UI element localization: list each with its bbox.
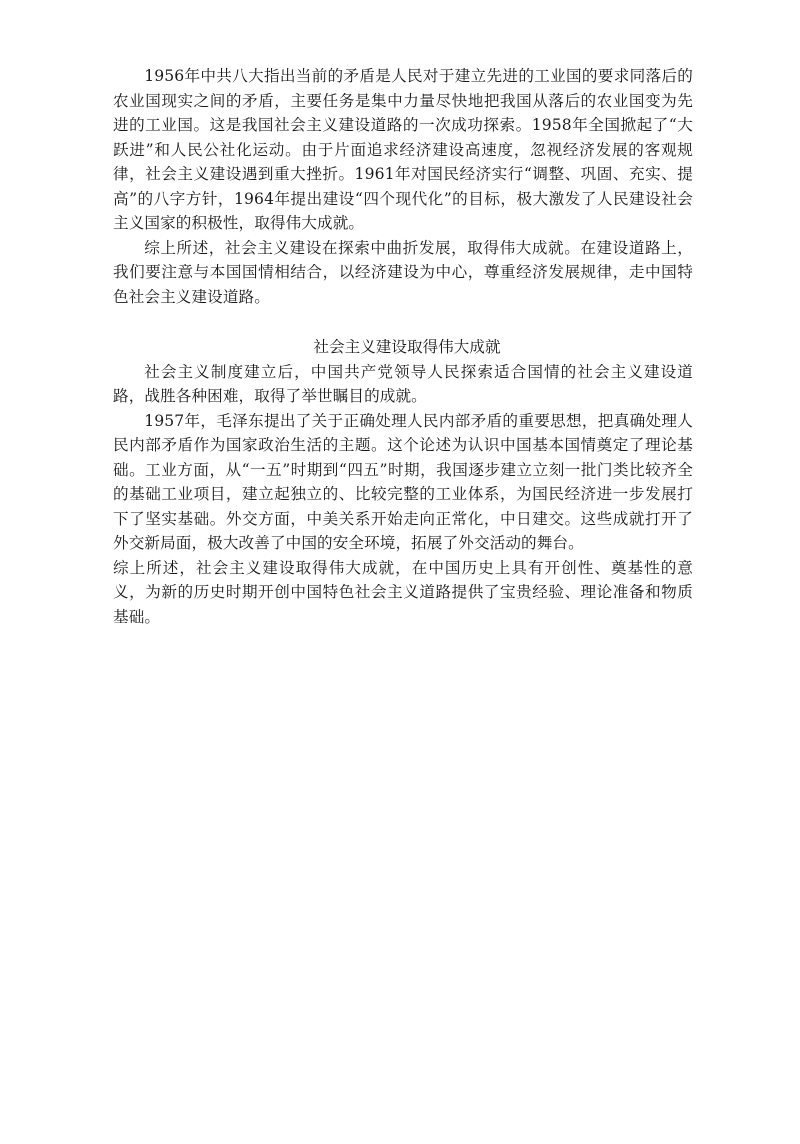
paragraph-eighth-congress: 1956年中共八大指出当前的矛盾是人民对于建立先进的工业国的要求同落后的农业国现实之间的矛盾，主要任务是集中力量尽快地把我国从落后的农业国变为先进的工业国。这是我国社会主义建设道路的一次成功探索。1958年全国掀起了“大跃进”和人民公社化运动。由于片面追求经济建设高速度，忽视经济发展的客观规律，社会主义建设遇到重大挫折。1961年对国民经济实行“调整、巩固、充实、提高”的八字方针，1964年提出建设“四个现代化”的目标，极大激发了人民建设社会主义国家的积极性，取得伟大成就。 xyxy=(113,67,693,232)
paragraph-section1-summary: 综上所述，社会主义建设在探索中曲折发展，取得伟大成就。在建设道路上，我们要注意与本国国情相结合，以经济建设为中心，尊重经济发展规律，走中国特色社会主义建设道路。 xyxy=(113,238,693,306)
paragraph-conclusion: 综上所述，社会主义建设取得伟大成就，在中国历史上具有开创性、奠基性的意义，为新的历史时期开创中国特色社会主义道路提供了宝贵经验、理论准备和物质基础。 xyxy=(113,558,693,626)
section-spacer xyxy=(113,309,693,335)
section-title: 社会主义建设取得伟大成就 xyxy=(313,338,501,356)
document-page xyxy=(113,64,693,629)
paragraph-achievements: 1957年，毛泽东提出了关于正确处理人民内部矛盾的重要思想，把真确处理人民内部矛盾作为国家政治生活的主题。这个论述为认识中国基本国情奠定了理论基础。工业方面，从“一五”时期到“四五”时期，我国逐步建立立刻一批门类比较齐全的基础工业项目，建立起独立的、比较完整的工业体系，为国民经济进一步发展打下了坚实基础。外交方面，中美关系开始走向正常化，中日建交。这些成就打开了外交新局面，极大改善了中国的安全环境，拓展了外交活动的舞台。 xyxy=(113,411,693,552)
paragraph-intro: 社会主义制度建立后，中国共产党领导人民探索适合国情的社会主义建设道路，战胜各种困难，取得了举世瞩目的成就。 xyxy=(113,362,693,405)
